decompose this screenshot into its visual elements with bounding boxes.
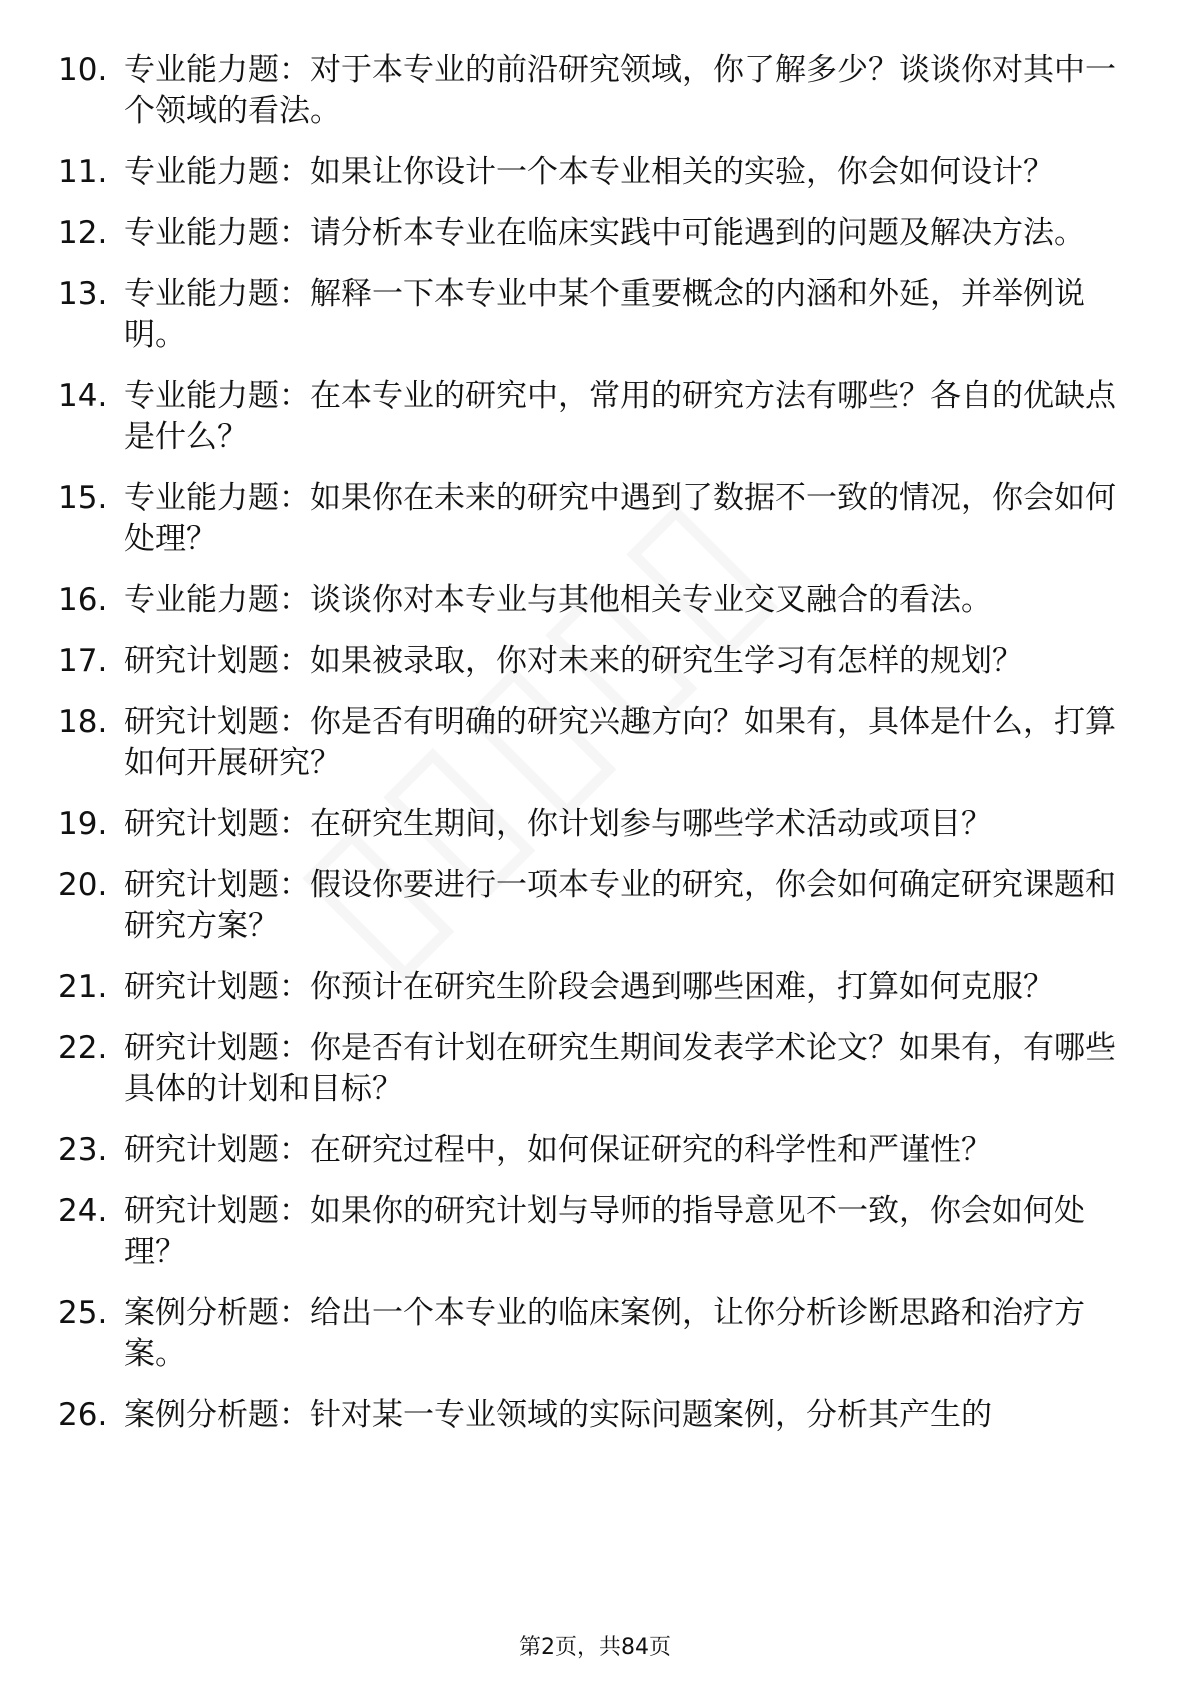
list-item (58, 967, 1128, 1008)
question-body (124, 1028, 1124, 1110)
question-category: 研究计划题： (124, 806, 310, 842)
question-text: 在本专业的研究中，常用的研究方法有哪些？各自的优缺点是什么？ (124, 378, 1116, 455)
question-category: 研究计划题： (124, 969, 310, 1005)
list-item (58, 478, 1128, 560)
question-body (124, 478, 1124, 560)
question-number: 23. (58, 1132, 108, 1168)
question-list (58, 50, 1128, 1456)
question-text: 谈谈你对本专业与其他相关专业交叉融合的看法。 (310, 582, 992, 618)
question-body (124, 641, 1124, 682)
list-item (58, 580, 1128, 621)
list-item (58, 1191, 1128, 1273)
question-text: 如果让你设计一个本专业相关的实验，你会如何设计？ (310, 154, 1054, 190)
list-item (58, 1395, 1128, 1436)
question-body (124, 274, 1124, 356)
question-number: 18. (58, 704, 108, 740)
list-item (58, 376, 1128, 458)
question-number: 13. (58, 276, 108, 312)
question-number: 10. (58, 52, 108, 88)
list-item (58, 702, 1128, 784)
question-number: 16. (58, 582, 108, 618)
question-body (124, 50, 1124, 132)
list-item (58, 152, 1128, 193)
question-category: 专业能力题： (124, 52, 310, 88)
question-category: 案例分析题： (124, 1295, 310, 1331)
question-number: 14. (58, 378, 108, 414)
list-item (58, 1293, 1128, 1375)
question-text: 对于本专业的前沿研究领域，你了解多少？谈谈你对其中一个领域的看法。 (124, 52, 1116, 129)
question-category: 研究计划题： (124, 704, 310, 740)
list-item (58, 804, 1128, 845)
question-body (124, 1395, 1124, 1436)
question-body (124, 865, 1124, 947)
question-text: 解释一下本专业中某个重要概念的内涵和外延，并举例说明。 (124, 276, 1085, 353)
question-body (124, 1191, 1124, 1273)
question-category: 专业能力题： (124, 154, 310, 190)
question-body (124, 580, 1124, 621)
question-category: 研究计划题： (124, 867, 310, 903)
question-category: 研究计划题： (124, 1030, 310, 1066)
question-number: 20. (58, 867, 108, 903)
page-footer: 第2页，共84页 (519, 1635, 671, 1660)
question-number: 15. (58, 480, 108, 516)
question-body (124, 1130, 1124, 1171)
question-text: 针对某一专业领域的实际问题案例，分析其产生的 (310, 1397, 992, 1433)
question-body (124, 152, 1124, 193)
question-text: 如果被录取，你对未来的研究生学习有怎样的规划？ (310, 643, 1023, 679)
question-number: 21. (58, 969, 108, 1005)
question-body (124, 967, 1124, 1008)
question-body (124, 213, 1124, 254)
question-text: 在研究生期间，你计划参与哪些学术活动或项目？ (310, 806, 992, 842)
question-text: 你是否有计划在研究生期间发表学术论文？如果有，有哪些具体的计划和目标？ (124, 1030, 1116, 1107)
question-number: 22. (58, 1030, 108, 1066)
list-item (58, 1130, 1128, 1171)
question-number: 24. (58, 1193, 108, 1229)
question-number: 19. (58, 806, 108, 842)
question-text: 在研究过程中，如何保证研究的科学性和严谨性？ (310, 1132, 992, 1168)
list-item (58, 641, 1128, 682)
question-text: 假设你要进行一项本专业的研究，你会如何确定研究课题和研究方案？ (124, 867, 1116, 944)
question-body (124, 804, 1124, 845)
question-body (124, 702, 1124, 784)
question-category: 专业能力题： (124, 215, 310, 251)
question-number: 17. (58, 643, 108, 679)
question-number: 11. (58, 154, 108, 190)
question-body (124, 1293, 1124, 1375)
question-number: 25. (58, 1295, 108, 1331)
list-item (58, 274, 1128, 356)
question-number: 12. (58, 215, 108, 251)
question-category: 研究计划题： (124, 1193, 310, 1229)
list-item (58, 213, 1128, 254)
question-category: 专业能力题： (124, 378, 310, 414)
list-item (58, 1028, 1128, 1110)
question-category: 专业能力题： (124, 276, 310, 312)
question-category: 研究计划题： (124, 643, 310, 679)
question-text: 如果你的研究计划与导师的指导意见不一致，你会如何处理？ (124, 1193, 1085, 1270)
list-item (58, 865, 1128, 947)
question-category: 案例分析题： (124, 1397, 310, 1433)
list-item (58, 50, 1128, 132)
question-text: 如果你在未来的研究中遇到了数据不一致的情况，你会如何处理？ (124, 480, 1116, 557)
question-number: 26. (58, 1397, 108, 1433)
question-category: 专业能力题： (124, 480, 310, 516)
question-text: 你是否有明确的研究兴趣方向？如果有，具体是什么，打算如何开展研究？ (124, 704, 1116, 781)
question-text: 请分析本专业在临床实践中可能遇到的问题及解决方法。 (310, 215, 1085, 251)
question-body (124, 376, 1124, 458)
question-category: 研究计划题： (124, 1132, 310, 1168)
question-text: 给出一个本专业的临床案例，让你分析诊断思路和治疗方案。 (124, 1295, 1085, 1372)
question-category: 专业能力题： (124, 582, 310, 618)
question-text: 你预计在研究生阶段会遇到哪些困难，打算如何克服？ (310, 969, 1054, 1005)
